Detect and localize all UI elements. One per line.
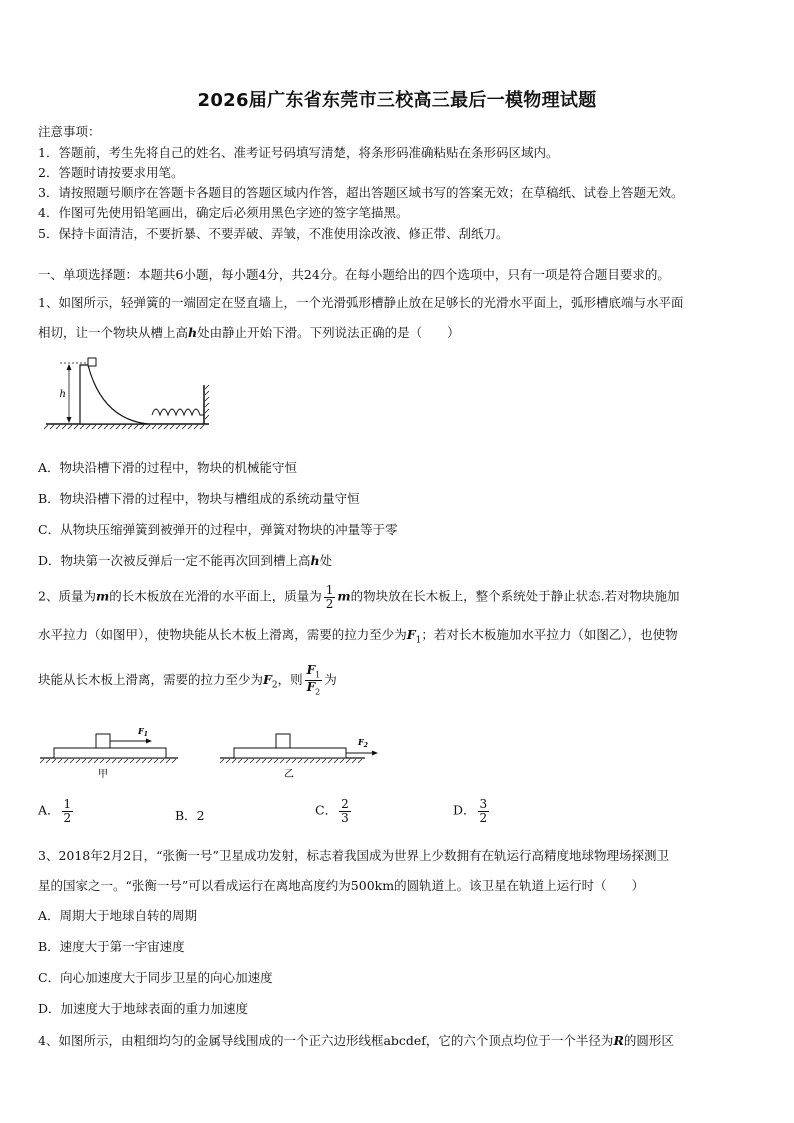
q1-text: 处由静止开始下滑。下列说法正确的是（ ） (197, 325, 460, 340)
q2-figure-yi-label: 乙 (284, 769, 294, 780)
q2-fraction-half: $\frac{1}{2}$ (325, 583, 334, 611)
note-item: 1．答题前，考生先将自己的姓名、准考证号码填写清楚，将条形码准确粘贴在条形码区域内。 (38, 145, 559, 160)
q1-option-a: A．物块沿槽下滑的过程中，物块的机械能守恒 (38, 460, 298, 475)
q2-figure-yi (220, 718, 380, 780)
q1-figure-label: h (59, 389, 66, 400)
q1-var-h: h (188, 325, 198, 340)
q3-option-d: D．加速度大于地球表面的重力加速度 (38, 1001, 249, 1016)
q2-text: ，则 (277, 671, 303, 687)
q2-option-d: D． $\frac{3}{2}$ (453, 797, 488, 825)
q2-figure-F1-sub: 1 (143, 731, 148, 738)
q3-option-c: C．向心加速度大于同步卫星的向心加速度 (38, 970, 273, 985)
q1-figure (44, 355, 212, 430)
q2-text: 块能从长木板上滑离，需要的拉力至少为 (38, 671, 264, 687)
q2-sub-1: 1 (415, 635, 422, 646)
q1-option-c: C．从物块压缩弹簧到被弹开的过程中，弹簧对物块的冲量等于零 (38, 522, 398, 537)
section-heading: 一、单项选择题：本题共6小题，每小题4分，共24分。在每小题给出的四个选项中，只有一项是符合题目要求的。 (38, 267, 670, 282)
q2-figure-jia (40, 718, 180, 780)
notes-heading: 注意事项： (38, 124, 101, 139)
q2-fraction-ratio: $\frac{F_1}{F_2}$ (306, 663, 321, 697)
q2-figure-F2: F (358, 737, 364, 747)
q1-option-d (38, 551, 332, 569)
note-item: 3．请按照题号顺序在答题卡各题目的答题区域内作答，超出答题区域书写的答案无效；在草稿纸、试卷上答题无效。 (38, 185, 684, 200)
q1-option-d-var: h (310, 553, 320, 568)
q1-stem-line (38, 323, 460, 341)
q2-stem-line (38, 625, 678, 646)
q3-stem-line: 星的国家之一。“张衡一号”可以看成运行在离地高度约为500km的圆轨道上。该卫星在轨道上运行时（ ） (38, 878, 645, 893)
q2-figure-F2-sub: 2 (363, 742, 368, 749)
q2-var-F1: F (406, 627, 416, 642)
q3-option-a: A．周期大于地球自转的周期 (38, 908, 198, 923)
q2-text: 的物块放在长木板上，整个系统处于静止状态.若对物块施加 (350, 588, 680, 604)
q2-text: 为 (324, 671, 337, 687)
q3-stem-line: 3、2018年2月2日，“张衡一号”卫星成功发射，标志着我国成为世界上少数拥有在轨运行高精度地球物理场探测卫 (38, 848, 669, 863)
q2-text: 2、质量为 (38, 588, 96, 604)
q2-figure-F1: F (138, 726, 144, 736)
q2-text: 水平拉力（如图甲），使物块能从长木板上滑离，需要的拉力至少为 (38, 627, 407, 642)
q1-option-b: B．物块沿槽下滑的过程中，物块与槽组成的系统动量守恒 (38, 491, 360, 506)
page-title: 2026届广东省东莞市三校高三最后一模物理试题 (197, 90, 597, 111)
q2-option-b: B．2 (175, 808, 205, 823)
q4-var-R: R (613, 1033, 624, 1048)
q4-stem-line: 4、如图所示，由粗细均匀的金属导线围成的一个正六边形线框abcdef，它的六个顶点均位于一个半径为R的圆形区 (38, 1033, 674, 1048)
q2-text: ；若对长木板施加水平拉力（如图乙），也使物 (421, 627, 678, 642)
q2-stem-line (38, 584, 680, 610)
q1-option-d-text: D．物块第一次被反弹后一定不能再次回到槽上高 (38, 553, 311, 568)
svg-text:F2 (357, 737, 368, 749)
q2-var-m: m (95, 588, 110, 604)
q2-sub-2: 2 (271, 680, 278, 691)
q1-option-d-text: 处 (319, 553, 333, 568)
q3-option-b: B．速度大于第一宇宙速度 (38, 939, 185, 954)
q1-text: 相切，让一个物块从槽上高 (38, 325, 189, 340)
note-item: 2．答题时请按要求用笔。 (38, 165, 184, 180)
q2-figure-jia-label: 甲 (98, 769, 108, 780)
svg-text:F1 (137, 726, 148, 738)
q2-stem-line (38, 664, 337, 697)
q1-stem-line: 1、如图所示，轻弹簧的一端固定在竖直墙上，一个光滑弧形槽静止放在足够长的光滑水平面上，弧形槽底端与水平面 (38, 295, 684, 310)
q2-text: 的长木板放在光滑的水平面上，质量为 (109, 588, 322, 604)
note-item: 5．保持卡面清洁，不要折暴、不要弄破、弄皱，不准使用涂改液、修正带、刮纸刀。 (38, 226, 509, 241)
q2-var-F2: F (263, 671, 272, 687)
q2-var-m: m (337, 588, 351, 604)
q2-option-c: C． $\frac{2}{3}$ (315, 797, 349, 825)
note-item: 4．作图可先使用铅笔画出，确定后必须用黑色字迹的签字笔描黑。 (38, 205, 409, 220)
q2-option-a: A． $\frac{1}{2}$ (38, 797, 72, 825)
